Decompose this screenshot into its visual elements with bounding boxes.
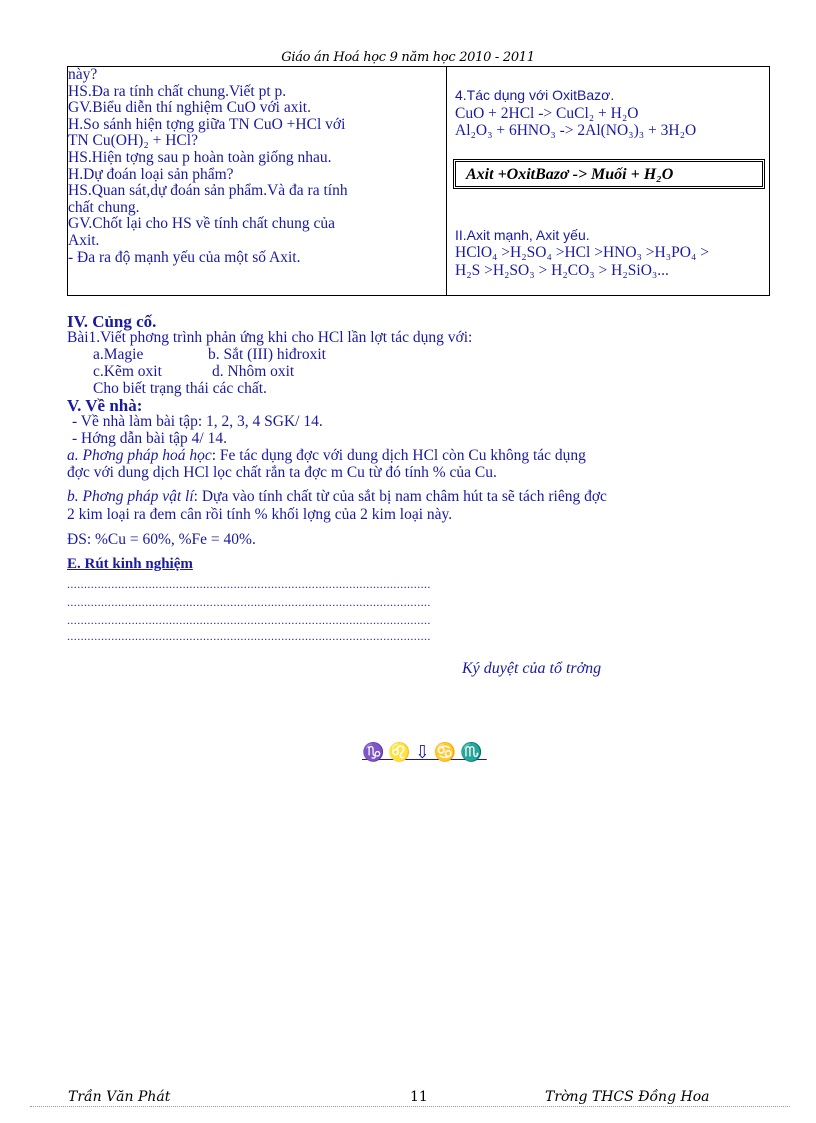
activity-line: HS.Đa ra tính chất chung.Viết pt p. — [68, 82, 287, 100]
page-header: Giáo án Hoá học 9 năm học 2010 - 2011 — [281, 50, 535, 65]
heading-oxide-reaction: 4.Tác dụng với OxitBazơ. — [455, 87, 615, 103]
method-b-text1: : Dựa vào tính chất từ của sắt bị nam châm hút ta sẽ tách riêng đợc — [193, 488, 607, 505]
notes-line: ........................................................................................................... — [67, 613, 431, 627]
method-b-label: b. Phơng pháp vật lí — [67, 488, 194, 505]
activity-line: - Đa ra độ mạnh yếu của một số Axit. — [68, 248, 301, 266]
heading-acid-strength: II.Axit mạnh, Axit yếu. — [455, 227, 590, 243]
notes-line: ........................................................................................................... — [67, 629, 431, 643]
activity-line: H.So sánh hiện tợng giữa TN CuO +HCl với — [68, 115, 346, 133]
activity-line: chất chung. — [68, 198, 140, 216]
approval-signature: Ký duyệt của tổ trởng — [462, 660, 602, 677]
content-column — [447, 67, 770, 296]
lesson-table — [67, 66, 770, 296]
activity-line: HS.Hiện tợng sau p hoàn toàn giống nhau. — [68, 148, 332, 166]
section-experience-heading: E. Rút kinh nghiệm — [67, 556, 193, 572]
method-b-line1 — [67, 488, 607, 506]
exercise-1: Bài1.Viết phơng trình phản ứng khi cho HCl lần lợt tác dụng với: — [67, 329, 473, 346]
homework-line2: - Hớng dẫn bài tập 4/ 14. — [72, 430, 227, 447]
homework-line1: - Về nhà làm bài tập: 1, 2, 3, 4 SGK/ 14. — [72, 413, 323, 430]
activity-line: Axit. — [68, 231, 100, 249]
general-formula-box — [453, 159, 765, 189]
activity-line: GV.Biểu diễn thí nghiệm CuO với axit. — [68, 99, 311, 117]
general-formula: Axit +OxitBazơ -> Muối + H₂O — [466, 166, 674, 183]
activity-line: H.Dự đoán loại sản phẩm? — [68, 165, 234, 183]
footer-divider — [30, 1106, 790, 1107]
method-a-line1 — [67, 447, 586, 465]
answer: ĐS: %Cu = 60%, %Fe = 40%. — [67, 531, 256, 548]
method-b-line2: 2 kim loại ra đem cân rồi tính % khối lợng của 2 kim loại này. — [67, 506, 453, 523]
footer-page-number: 11 — [410, 1089, 428, 1105]
method-a-text1: : Fe tác dụng đợc với dung dịch HCl còn Cu không tác dụng — [211, 447, 586, 464]
state-note: Cho biết trạng thái các chất. — [93, 380, 267, 397]
method-a-line2: đợc với dung dịch HCl lọc chất rắn ta đợc m Cu từ đó tính % của Cu. — [67, 464, 497, 481]
footer-school: Trờng THCS Đồng Hoa — [545, 1089, 710, 1105]
activity-line: GV.Chốt lại cho HS về tính chất chung của — [68, 215, 336, 233]
acid-series-line1: HClO₄ >H₂SO₄ >HCl >HNO₃ >H₃PO₄ > — [455, 244, 709, 261]
footer-author: Trần Văn Phát — [68, 1089, 171, 1105]
section-consolidation-heading: IV. Củng cố. — [67, 312, 157, 331]
option-a: a.Magie — [93, 346, 144, 363]
activity-line: HS.Quan sát,dự đoán sản phẩm.Và đa ra tính — [68, 182, 348, 200]
section-homework-heading: V. Về nhà: — [67, 396, 143, 415]
option-d: d. Nhôm oxit — [212, 363, 295, 380]
ornament-symbols: ♑♌⇩♋♏ — [362, 742, 487, 762]
acid-series-line2: H₂S >H₂SO₃ > H₂CO₃ > H₂SiO₃... — [455, 262, 669, 279]
option-c: c.Kẽm oxit — [93, 363, 162, 380]
notes-line: ........................................................................................................... — [67, 595, 431, 609]
method-a-label: a. Phơng pháp hoá học — [67, 447, 212, 464]
activity-line: TN Cu(OH)₂ + HCl? — [68, 132, 198, 150]
notes-line: ........................................................................................................... — [67, 577, 431, 591]
equation-al2o3: Al₂O₃ + 6HNO₃ -> 2Al(NO₃)₃ + 3H₂O — [455, 122, 697, 139]
activity-line: này? — [68, 66, 98, 83]
option-b: b. Sắt (III) hiđroxit — [208, 346, 326, 363]
teacher-student-activities — [68, 67, 447, 296]
equation-cuo: CuO + 2HCl -> CuCl₂ + H₂O — [455, 105, 639, 122]
